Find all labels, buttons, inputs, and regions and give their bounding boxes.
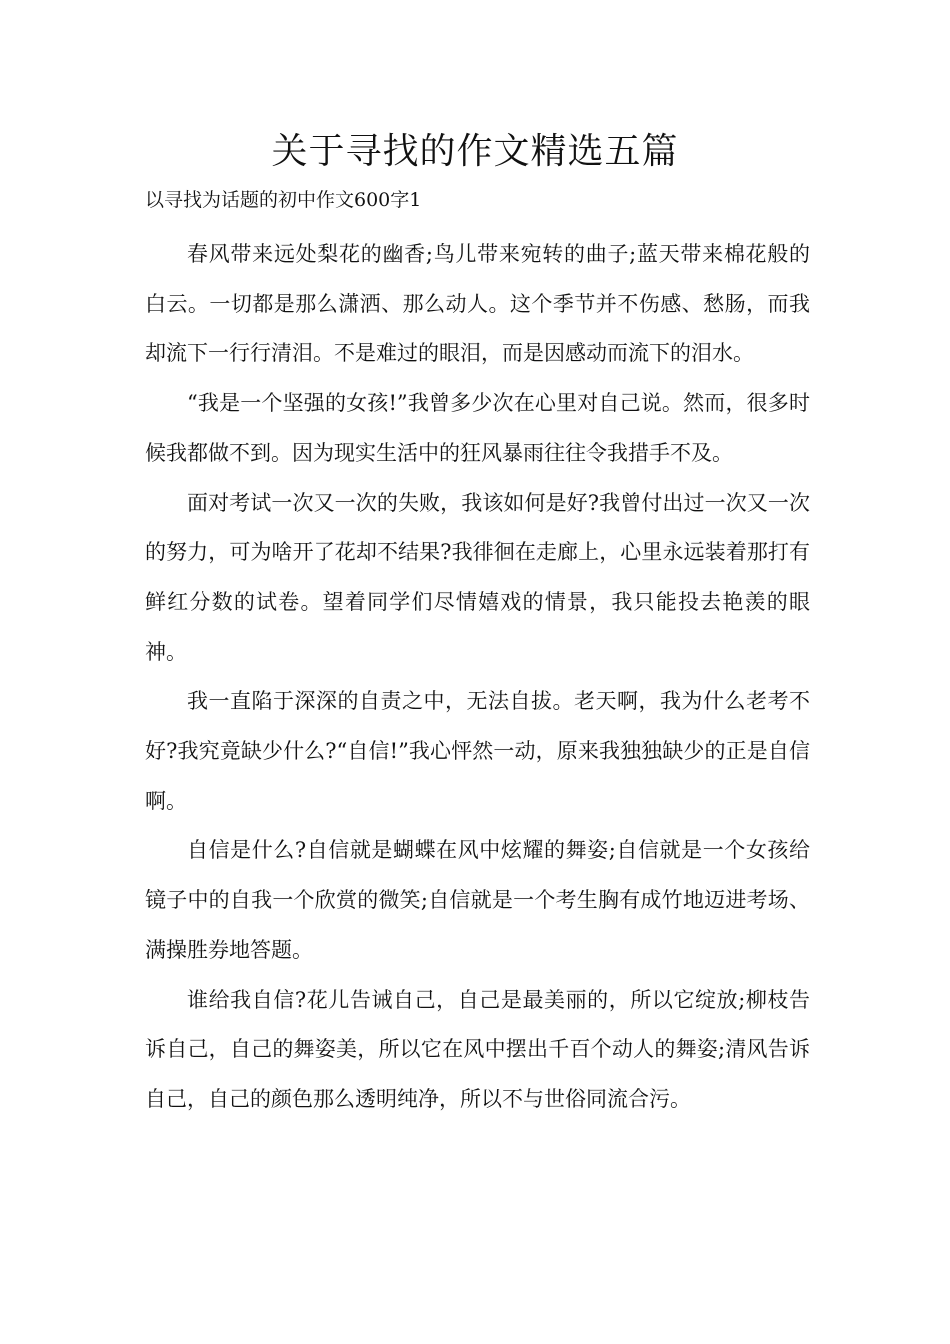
paragraph-4: 我一直陷于深深的自责之中，无法自拔。老天啊，我为什么老考不好?我究竟缺少什么?“自信!”我心怦然一动，原来我独独缺少的正是自信啊。	[145, 689, 810, 813]
essay-subtitle: 以寻找为话题的初中作文600字1	[145, 189, 422, 211]
paragraph-2: “我是一个坚强的女孩!”我曾多少次在心里对自己说。然而，很多时候我都做不到。因为现实生活中的狂风暴雨往往令我措手不及。	[145, 391, 810, 465]
paragraph-6: 谁给我自信?花儿告诫自己，自己是最美丽的，所以它绽放;柳枝告诉自己，自己的舞姿美，所以它在风中摆出千百个动人的舞姿;清风告诉自己，自己的颜色那么透明纯净，所以不与世俗同流合污。	[145, 987, 810, 1111]
essay-body	[145, 230, 810, 1125]
paragraph-3: 面对考试一次又一次的失败，我该如何是好?我曾付出过一次又一次的努力，可为啥开了花却不结果?我徘徊在走廊上，心里永远装着那打有鲜红分数的试卷。望着同学们尽情嬉戏的情景，我只能投去艳羡的眼神。	[145, 490, 810, 664]
paragraph-5: 自信是什么?自信就是蝴蝶在风中炫耀的舞姿;自信就是一个女孩给镜子中的自我一个欣赏的微笑;自信就是一个考生胸有成竹地迈进考场、满操胜券地答题。	[145, 838, 810, 962]
paragraph-1: 春风带来远处梨花的幽香;鸟儿带来宛转的曲子;蓝天带来棉花般的白云。一切都是那么潇洒、那么动人。这个季节并不伤感、愁肠，而我却流下一行行清泪。不是难过的眼泪，而是因感动而流下的泪水。	[145, 242, 810, 366]
document-title: 关于寻找的作文精选五篇	[271, 131, 679, 172]
